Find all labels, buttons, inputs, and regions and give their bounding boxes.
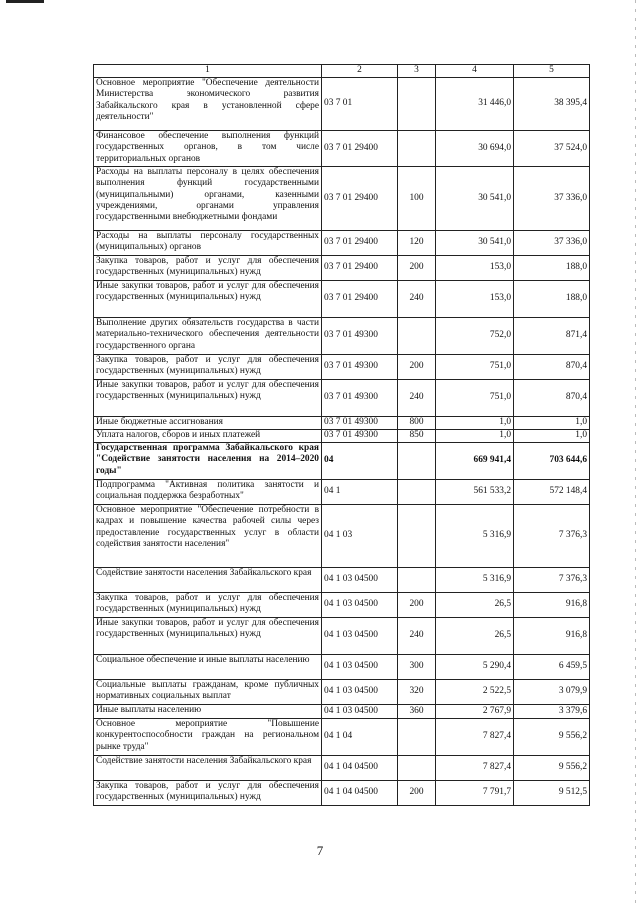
row-value-2: 37 524,0 bbox=[514, 131, 590, 167]
row-expense-type bbox=[398, 568, 436, 593]
table-row bbox=[94, 231, 590, 256]
column-number: 1 bbox=[94, 65, 322, 78]
row-expense-type: 100 bbox=[398, 167, 436, 231]
row-code: 04 1 04 bbox=[322, 719, 398, 756]
row-value-1: 1,0 bbox=[436, 430, 514, 443]
row-value-2: 188,0 bbox=[514, 281, 590, 318]
column-number-row bbox=[94, 65, 590, 78]
table-row bbox=[94, 756, 590, 781]
column-number: 4 bbox=[436, 65, 514, 78]
row-code: 03 7 01 bbox=[322, 78, 398, 131]
row-expense-type: 240 bbox=[398, 281, 436, 318]
row-expense-type bbox=[398, 131, 436, 167]
row-name: Выполнение других обязательств государства в части материально-технического обеспечения деятельности государственного органа bbox=[94, 318, 322, 355]
row-value-2: 6 459,5 bbox=[514, 655, 590, 680]
row-expense-type bbox=[398, 756, 436, 781]
scan-edge-artifact bbox=[635, 0, 636, 905]
row-value-2: 188,0 bbox=[514, 256, 590, 281]
row-name: Содействие занятости населения Забайкальского края bbox=[94, 756, 322, 781]
row-code: 03 7 01 49300 bbox=[322, 417, 398, 430]
table-row bbox=[94, 417, 590, 430]
row-value-2: 9 512,5 bbox=[514, 781, 590, 806]
row-name: Иные закупки товаров, работ и услуг для обеспечения государственных (муниципальных) нужд bbox=[94, 618, 322, 655]
row-value-1: 31 446,0 bbox=[436, 78, 514, 131]
row-code: 04 1 bbox=[322, 480, 398, 505]
row-value-1: 30 541,0 bbox=[436, 167, 514, 231]
row-code: 03 7 01 29400 bbox=[322, 231, 398, 256]
table-row bbox=[94, 131, 590, 167]
row-name: Содействие занятости населения Забайкальского края bbox=[94, 568, 322, 593]
row-value-2: 572 148,4 bbox=[514, 480, 590, 505]
row-expense-type bbox=[398, 480, 436, 505]
table-row bbox=[94, 318, 590, 355]
row-value-2: 38 395,4 bbox=[514, 78, 590, 131]
row-value-1: 153,0 bbox=[436, 281, 514, 318]
row-value-2: 916,8 bbox=[514, 618, 590, 655]
row-value-2: 37 336,0 bbox=[514, 167, 590, 231]
row-expense-type bbox=[398, 443, 436, 480]
table-row bbox=[94, 167, 590, 231]
table-row bbox=[94, 505, 590, 568]
row-code: 04 1 03 04500 bbox=[322, 593, 398, 618]
column-number: 3 bbox=[398, 65, 436, 78]
row-code: 04 1 03 04500 bbox=[322, 655, 398, 680]
row-value-2: 7 376,3 bbox=[514, 568, 590, 593]
row-code: 04 1 03 bbox=[322, 505, 398, 568]
row-code: 03 7 01 29400 bbox=[322, 167, 398, 231]
table-row bbox=[94, 256, 590, 281]
table-row bbox=[94, 655, 590, 680]
row-code: 04 1 04 04500 bbox=[322, 781, 398, 806]
table-row bbox=[94, 719, 590, 756]
row-expense-type bbox=[398, 318, 436, 355]
row-expense-type bbox=[398, 719, 436, 756]
row-name: Государственная программа Забайкальского края "Содействие занятости населения на 2014–2020 годы" bbox=[94, 443, 322, 480]
row-value-1: 669 941,4 bbox=[436, 443, 514, 480]
row-value-2: 916,8 bbox=[514, 593, 590, 618]
column-number: 2 bbox=[322, 65, 398, 78]
row-expense-type bbox=[398, 78, 436, 131]
table-row-program bbox=[94, 443, 590, 480]
table-row bbox=[94, 680, 590, 705]
row-value-1: 752,0 bbox=[436, 318, 514, 355]
row-value-2: 871,4 bbox=[514, 318, 590, 355]
row-name: Закупка товаров, работ и услуг для обеспечения государственных (муниципальных) нужд bbox=[94, 781, 322, 806]
table-row bbox=[94, 568, 590, 593]
row-value-2: 870,4 bbox=[514, 355, 590, 380]
row-name: Основное мероприятие "Обеспечение потребности в кадрах и повышение качества рабочей силы через предоставление государственных услуг в области содействия занятости населения" bbox=[94, 505, 322, 568]
row-value-2: 3 379,6 bbox=[514, 705, 590, 719]
row-name: Иные закупки товаров, работ и услуг для обеспечения государственных (муниципальных) нужд bbox=[94, 281, 322, 318]
row-code: 03 7 01 29400 bbox=[322, 131, 398, 167]
row-value-1: 751,0 bbox=[436, 380, 514, 417]
row-code: 03 7 01 29400 bbox=[322, 256, 398, 281]
row-name: Закупка товаров, работ и услуг для обеспечения государственных (муниципальных) нужд bbox=[94, 256, 322, 281]
row-value-2: 870,4 bbox=[514, 380, 590, 417]
row-value-1: 5 316,9 bbox=[436, 568, 514, 593]
row-value-2: 7 376,3 bbox=[514, 505, 590, 568]
table-row bbox=[94, 480, 590, 505]
page-number: 7 bbox=[316, 843, 324, 858]
scan-artifact-bar bbox=[6, 0, 44, 3]
row-code: 03 7 01 49300 bbox=[322, 380, 398, 417]
row-value-1: 5 316,9 bbox=[436, 505, 514, 568]
row-code: 04 1 03 04500 bbox=[322, 618, 398, 655]
row-code: 04 1 04 04500 bbox=[322, 756, 398, 781]
row-name: Иные бюджетные ассигнования bbox=[94, 417, 322, 430]
row-expense-type: 240 bbox=[398, 380, 436, 417]
row-expense-type: 200 bbox=[398, 781, 436, 806]
row-name: Социальное обеспечение и иные выплаты населению bbox=[94, 655, 322, 680]
row-code: 03 7 01 49300 bbox=[322, 318, 398, 355]
row-expense-type: 120 bbox=[398, 231, 436, 256]
row-code: 04 1 03 04500 bbox=[322, 568, 398, 593]
row-value-1: 30 694,0 bbox=[436, 131, 514, 167]
row-expense-type: 200 bbox=[398, 593, 436, 618]
row-name: Подпрограмма "Активная политика занятости и социальная поддержка безработных" bbox=[94, 480, 322, 505]
row-name: Расходы на выплаты персоналу государственных (муниципальных) органов bbox=[94, 231, 322, 256]
row-expense-type: 800 bbox=[398, 417, 436, 430]
table-row bbox=[94, 281, 590, 318]
row-value-1: 153,0 bbox=[436, 256, 514, 281]
row-expense-type: 360 bbox=[398, 705, 436, 719]
row-name: Расходы на выплаты персоналу в целях обеспечения выполнения функций государственными (муниципальными) органами, казенными учреждениями, органами управления государственными внебюджетными фондами bbox=[94, 167, 322, 231]
table-row bbox=[94, 705, 590, 719]
table-row bbox=[94, 430, 590, 443]
table-row bbox=[94, 593, 590, 618]
row-value-2: 9 556,2 bbox=[514, 719, 590, 756]
row-value-1: 5 290,4 bbox=[436, 655, 514, 680]
row-name: Закупка товаров, работ и услуг для обеспечения государственных (муниципальных) нужд bbox=[94, 355, 322, 380]
row-expense-type: 300 bbox=[398, 655, 436, 680]
row-value-1: 30 541,0 bbox=[436, 231, 514, 256]
row-expense-type: 200 bbox=[398, 355, 436, 380]
row-expense-type: 320 bbox=[398, 680, 436, 705]
row-code: 03 7 01 49300 bbox=[322, 355, 398, 380]
row-name: Основное мероприятие "Обеспечение деятельности Министерства экономического развития Забайкальского края в установленной сфере деятельности" bbox=[94, 78, 322, 131]
budget-table bbox=[93, 64, 590, 806]
row-value-2: 9 556,2 bbox=[514, 756, 590, 781]
row-value-1: 7 791,7 bbox=[436, 781, 514, 806]
row-value-1: 7 827,4 bbox=[436, 719, 514, 756]
row-code: 04 bbox=[322, 443, 398, 480]
table-row bbox=[94, 78, 590, 131]
row-value-1: 26,5 bbox=[436, 618, 514, 655]
row-value-1: 2 767,9 bbox=[436, 705, 514, 719]
table-row bbox=[94, 618, 590, 655]
row-name: Финансовое обеспечение выполнения функций государственных органов, в том числе территориальных органов bbox=[94, 131, 322, 167]
row-value-2: 1,0 bbox=[514, 430, 590, 443]
row-name: Закупка товаров, работ и услуг для обеспечения государственных (муниципальных) нужд bbox=[94, 593, 322, 618]
table-row bbox=[94, 380, 590, 417]
row-name: Иные закупки товаров, работ и услуг для обеспечения государственных (муниципальных) нужд bbox=[94, 380, 322, 417]
column-number: 5 bbox=[514, 65, 590, 78]
table-row bbox=[94, 355, 590, 380]
row-code: 03 7 01 29400 bbox=[322, 281, 398, 318]
row-value-1: 2 522,5 bbox=[436, 680, 514, 705]
row-expense-type bbox=[398, 505, 436, 568]
row-expense-type: 240 bbox=[398, 618, 436, 655]
row-value-2: 1,0 bbox=[514, 417, 590, 430]
table-row bbox=[94, 781, 590, 806]
row-code: 03 7 01 49300 bbox=[322, 430, 398, 443]
row-name: Уплата налогов, сборов и иных платежей bbox=[94, 430, 322, 443]
row-code: 04 1 03 04500 bbox=[322, 705, 398, 719]
row-value-1: 561 533,2 bbox=[436, 480, 514, 505]
row-value-2: 703 644,6 bbox=[514, 443, 590, 480]
row-value-1: 7 827,4 bbox=[436, 756, 514, 781]
row-value-1: 26,5 bbox=[436, 593, 514, 618]
row-value-2: 3 079,9 bbox=[514, 680, 590, 705]
row-name: Иные выплаты населению bbox=[94, 705, 322, 719]
row-value-1: 1,0 bbox=[436, 417, 514, 430]
row-name: Социальные выплаты гражданам, кроме публичных нормативных социальных выплат bbox=[94, 680, 322, 705]
row-code: 04 1 03 04500 bbox=[322, 680, 398, 705]
row-name: Основное мероприятие "Повышение конкурентоспособности граждан на региональном рынке труда" bbox=[94, 719, 322, 756]
row-expense-type: 200 bbox=[398, 256, 436, 281]
row-expense-type: 850 bbox=[398, 430, 436, 443]
row-value-2: 37 336,0 bbox=[514, 231, 590, 256]
row-value-1: 751,0 bbox=[436, 355, 514, 380]
